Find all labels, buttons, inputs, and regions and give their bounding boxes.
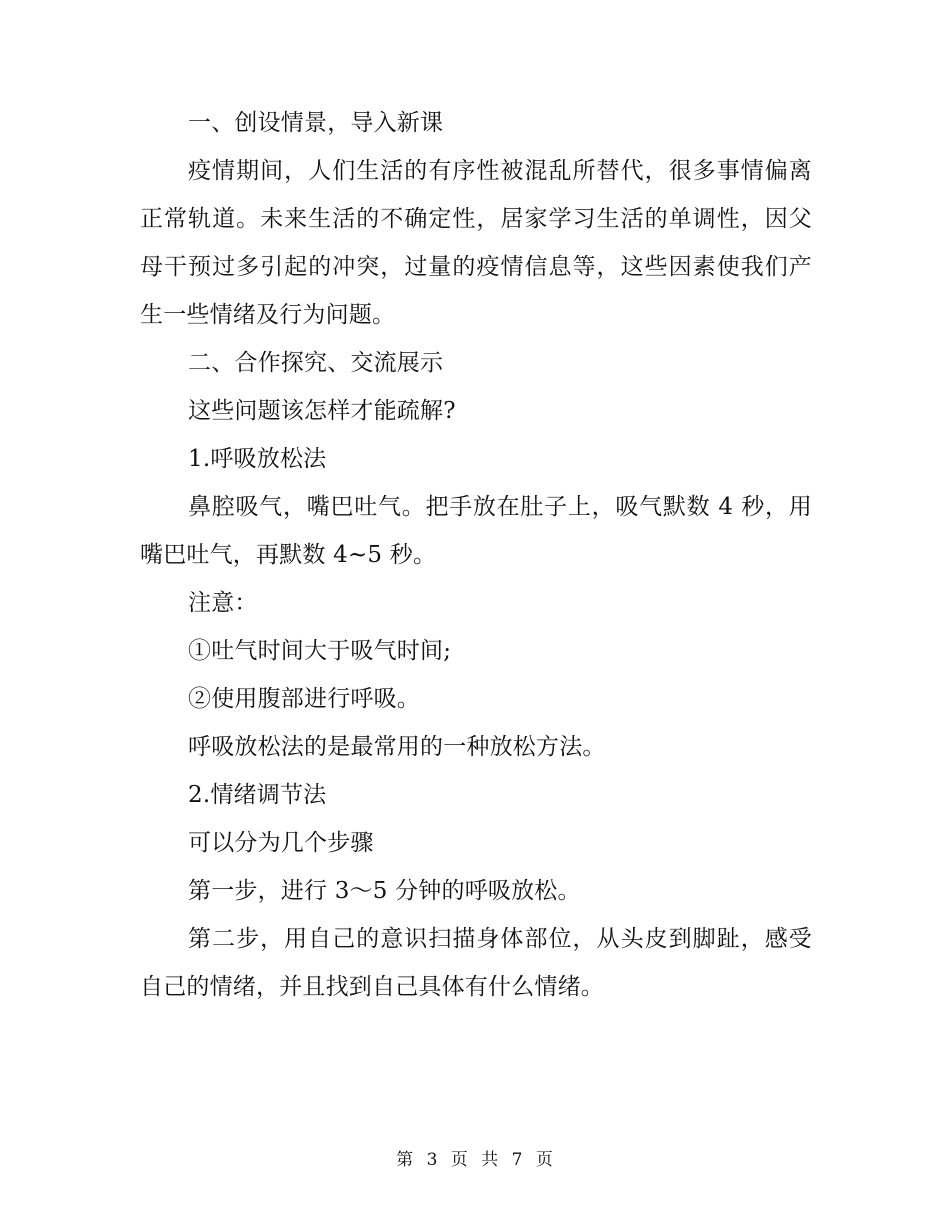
section-heading: 一、创设情景，导入新课	[188, 110, 444, 136]
note-item: ②使用腹部进行呼吸。	[188, 686, 420, 712]
subsection-heading: 2.情绪调节法	[188, 782, 327, 808]
body-paragraph: 这些问题该怎样才能疏解?	[188, 398, 456, 424]
body-paragraph: 疫情期间，人们生活的有序性被混乱所替代，很多事情偏离正常轨道。未来生活的不确定性，居家学习生活的单调性，因父母干预过多引起的冲突，过量的疫情信息等，这些因素使我们产生一些情绪及行为问题。	[140, 158, 812, 328]
step-paragraph: 第一步，进行 3～5 分钟的呼吸放松。	[188, 878, 581, 904]
note-item: ①吐气时间大于吸气时间;	[188, 638, 452, 664]
subsection-heading: 1.呼吸放松法	[188, 446, 327, 472]
page-footer: 第 3 页 共 7 页	[396, 1150, 554, 1170]
document-body	[140, 99, 812, 1011]
body-paragraph: 呼吸放松法的是最常用的一种放松方法。	[188, 734, 606, 760]
body-paragraph: 可以分为几个步骤	[188, 830, 374, 856]
note-label: 注意：	[188, 590, 258, 616]
body-paragraph: 鼻腔吸气，嘴巴吐气。把手放在肚子上，吸气默数 4 秒，用嘴巴吐气，再默数 4~5 秒。	[140, 494, 812, 568]
step-paragraph: 第二步，用自己的意识扫描身体部位，从头皮到脚趾，感受自己的情绪，并且找到自己具体有什么情绪。	[140, 926, 812, 1000]
section-heading: 二、合作探究、交流展示	[188, 350, 444, 376]
